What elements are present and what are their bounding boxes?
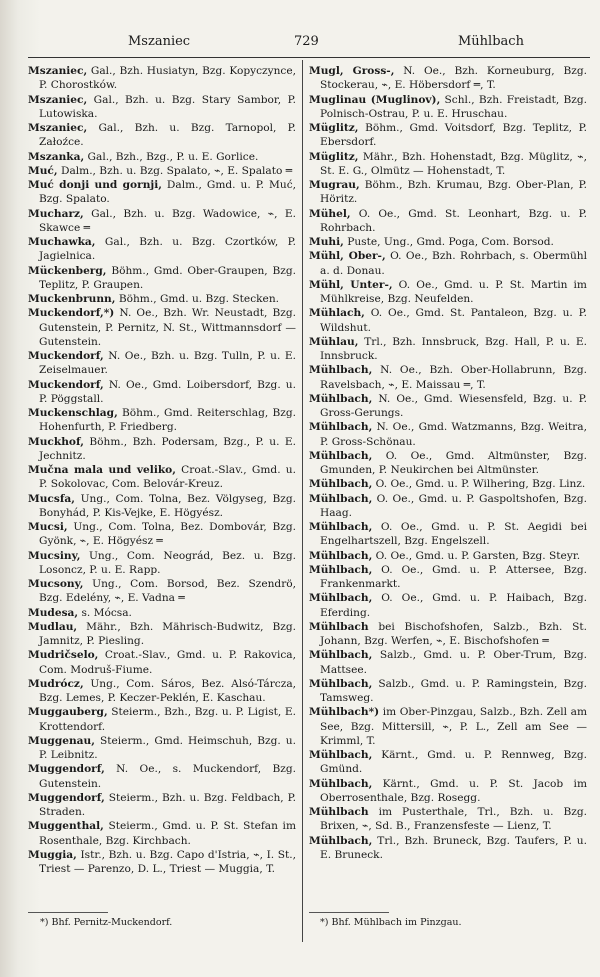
gazetteer-entry xyxy=(28,762,296,791)
entry-text: Ung., Com. Borsod, Bez. Szendrö, Bzg. Edelény, ⌁, E. Vadna ═ xyxy=(39,578,296,605)
entry-text: O. Oe., Gmd. u. P. Garsten, Bzg. Steyr. xyxy=(372,549,581,562)
gazetteer-entry xyxy=(309,93,587,122)
entry-text: O. Oe., Gmd. u. P. Gaspoltshofen, Bzg. Haag. xyxy=(320,492,587,519)
entry-headword: Muckenbrunn, xyxy=(28,293,116,305)
header-left-term: Mszaniec xyxy=(128,34,191,49)
footnote-left: *) Bhf. Pernitz-Muckendorf. xyxy=(40,917,173,928)
entry-headword: Mučna mala und veliko, xyxy=(28,464,176,476)
entry-headword: Müglitz, xyxy=(309,150,359,163)
gazetteer-entry xyxy=(309,392,587,421)
gazetteer-entry xyxy=(309,306,587,335)
gazetteer-entry xyxy=(28,705,296,734)
entry-text: O. Oe., Gmd. u. P. Haibach, Bzg. Eferding. xyxy=(320,592,587,619)
gazetteer-entry xyxy=(309,620,587,649)
gazetteer-entry xyxy=(28,264,296,293)
entry-headword: Mucharz, xyxy=(28,207,84,220)
entry-text: Dalm., Bzh. u. Bzg. Spalato, ⌁, E. Spalato ═ xyxy=(57,164,293,177)
entry-headword: Mszaniec, xyxy=(28,65,88,77)
entry-headword: Mühlbach, xyxy=(309,421,373,434)
entry-text: O. Oe., Bzh. Rohrbach, s. Obermühl a. d. Donau. xyxy=(320,250,588,277)
gazetteer-entry xyxy=(309,520,587,549)
gazetteer-entry xyxy=(28,64,296,93)
entry-text: Salzb., Gmd. u. P. Ober-Trum, Bzg. Mattsee. xyxy=(320,649,587,676)
footnote-rule-left xyxy=(28,912,108,913)
gazetteer-entry xyxy=(309,648,587,677)
entry-headword: Mudričselo, xyxy=(28,649,99,662)
entry-text: Trl., Bzh. Innsbruck, Bzg. Hall, P. u. E. Innsbruck. xyxy=(320,335,587,362)
gazetteer-entry xyxy=(28,848,296,877)
entry-text: Böhm., Gmd. Ober-Graupen, Bzg. Teplitz, P. Graupen. xyxy=(39,264,296,291)
footnote-right: *) Bhf. Mühlbach im Pinzgau. xyxy=(320,917,462,928)
entry-headword: Mudesa, xyxy=(28,606,79,619)
gazetteer-entry xyxy=(309,64,587,93)
gazetteer-entry xyxy=(28,463,296,492)
page-number: 729 xyxy=(294,34,319,49)
entry-headword: Mszaniec, xyxy=(28,122,88,134)
entry-text: Ung., Com. Neográd, Bez. u. Bzg. Losoncz, P. u. E. Rapp. xyxy=(39,549,296,576)
entry-headword: Mszaniec, xyxy=(28,93,88,106)
entry-headword: Muggia, xyxy=(28,848,77,861)
entry-text: Gal., Bzh. u. Bzg. Wadowice, ⌁, E. Skawce ═ xyxy=(39,207,296,234)
entry-text: N. Oe., s. Muckendorf, Bzg. Gutenstein. xyxy=(39,763,296,790)
gazetteer-entry xyxy=(28,819,296,848)
entry-headword: Mühlbach xyxy=(309,806,369,818)
gazetteer-entry xyxy=(309,492,587,521)
entry-headword: Müglitz, xyxy=(309,122,359,134)
entry-headword: Mühlbach, xyxy=(309,492,373,505)
entry-headword: Mudlau, xyxy=(28,620,78,633)
entry-headword: Mühlbach, xyxy=(309,749,373,761)
gazetteer-entry xyxy=(309,235,587,249)
entry-headword: Mühlbach, xyxy=(309,677,373,690)
entry-headword: Mühlbach, xyxy=(309,592,373,605)
entry-headword: Muckhof, xyxy=(28,435,84,448)
entry-text: O. Oe., Gmd. u. P. Wilhering, Bzg. Linz. xyxy=(372,478,586,491)
entry-headword: Muggendorf, xyxy=(28,791,105,804)
entry-text: N. Oe., Gmd. Wiesensfeld, Bzg. u. P. Gross-Gerungs. xyxy=(320,392,587,419)
entry-headword: Mühlbach, xyxy=(309,449,373,462)
entry-text: Böhm., Bzh. Podersam, Bzg., P. u. E. Jechnitz. xyxy=(39,435,296,462)
entry-headword: Muckenschlag, xyxy=(28,407,118,419)
entry-headword: Mucsiny, xyxy=(28,549,81,562)
entry-headword: Mühlach, xyxy=(309,307,365,320)
gazetteer-entry xyxy=(28,577,296,606)
running-header xyxy=(28,34,588,54)
entry-headword: Mühlbach, xyxy=(309,392,373,405)
entry-text: Gal., Bzh. Husiatyn, Bzg. Kopyczynce, P. Chorostków. xyxy=(39,65,296,92)
entry-text: O. Oe., Gmd. u. P. St. Aegidi bei Engelhartszell, Bzg. Engelszell. xyxy=(320,521,587,548)
footnote-rule-right xyxy=(309,912,389,913)
entry-headword: Mühlbach, xyxy=(309,777,373,790)
gazetteer-entry xyxy=(309,150,587,179)
gazetteer-entry xyxy=(28,791,296,820)
gazetteer-entry xyxy=(28,549,296,578)
entry-headword: Muggenthal, xyxy=(28,820,104,833)
entry-headword: Muggauberg, xyxy=(28,706,108,719)
entry-text: Gal., Bzh. u. Bzg. Stary Sambor, P. Lutowiska. xyxy=(39,93,296,120)
entry-text: Steierm., Bzh. u. Bzg. Feldbach, P. Straden. xyxy=(39,791,296,818)
entry-text: N. Oe., Bzh. Wr. Neustadt, Bzg. Gutenstein, P. Pernitz, N. St., Wittmannsdorf — Gutenstein. xyxy=(39,307,296,348)
entry-text: Mähr., Bzh. Mährisch-Budwitz, Bzg. Jamnitz, P. Piesling. xyxy=(39,620,296,647)
entry-text: Ung., Com. Tolna, Bez. Dombovár, Bzg. Gyönk, ⌁, E. Högyész ═ xyxy=(39,521,296,548)
gazetteer-entry xyxy=(28,306,296,349)
entry-text: Croat.-Slav., Gmd. u. P. Sokolovac, Com. Belovár-Kreuz. xyxy=(39,464,296,491)
entry-headword: Muckendorf, xyxy=(28,350,104,362)
entry-text: O. Oe., Gmd. u. P. St. Martin im Mühlkreise, Bzg. Neufelden. xyxy=(320,278,587,305)
entry-headword: Mühlbach, xyxy=(309,478,373,491)
entry-headword: Mugrau, xyxy=(309,179,360,191)
entry-headword: Muć donji und gornji, xyxy=(28,179,162,191)
left-column xyxy=(28,64,296,876)
gazetteer-entry xyxy=(309,278,587,307)
gazetteer-entry xyxy=(309,121,587,150)
entry-headword: Mucsony, xyxy=(28,578,84,590)
gazetteer-entry xyxy=(309,249,587,278)
gazetteer-entry xyxy=(309,335,587,364)
entry-headword: Mückenberg, xyxy=(28,264,107,277)
gazetteer-entry xyxy=(28,677,296,706)
gazetteer-entry xyxy=(28,648,296,677)
entry-headword: Muckendorf, xyxy=(28,378,104,391)
entry-text: N. Oe., Bzh. u. Bzg. Tulln, P. u. E. Zeiselmauer. xyxy=(39,350,296,377)
column-divider xyxy=(302,60,303,942)
entry-headword: Mühlbach, xyxy=(309,364,373,377)
entry-text: Trl., Bzh. Bruneck, Bzg. Taufers, P. u. E. Bruneck. xyxy=(320,834,587,861)
entry-headword: Muhi, xyxy=(309,236,344,248)
header-right-term: Mühlbach xyxy=(458,34,524,49)
entry-headword: Muć, xyxy=(28,164,58,177)
entry-text: O. Oe., Gmd. Altmünster, Bzg. Gmunden, P. Neukirchen bei Altmünster. xyxy=(320,449,587,476)
gazetteer-entry xyxy=(309,591,587,620)
entry-text: Gal., Bzh. u. Bzg. Tarnopol, P. Załoźce. xyxy=(39,122,296,149)
entry-text: Gal., Bzh. u. Bzg. Czortków, P. Jagielnica. xyxy=(39,236,296,263)
gazetteer-entry xyxy=(28,164,296,178)
gazetteer-entry xyxy=(309,420,587,449)
gazetteer-entry xyxy=(309,748,587,777)
gazetteer-entry xyxy=(28,207,296,236)
entry-text: Steierm., Gmd. Heimschuh, Bzg. u. P. Leibnitz. xyxy=(39,734,296,761)
entry-text: s. Mócsa. xyxy=(78,606,132,619)
entry-headword: Mühlbach, xyxy=(309,834,373,847)
entry-text: Böhm., Gmd. Voitsdorf, Bzg. Teplitz, P. Ebersdorf. xyxy=(320,122,587,149)
entry-text: Böhm., Bzh. Krumau, Bzg. Ober-Plan, P. Höritz. xyxy=(320,179,587,206)
entry-headword: Mszanka, xyxy=(28,150,85,163)
entry-headword: Muggenau, xyxy=(28,734,95,747)
entry-text: Ung., Com. Tolna, Bez. Völgyseg, Bzg. Bonyhád, P. Kis-Vejke, E. Högyész. xyxy=(39,492,296,519)
entry-text: Puste, Ung., Gmd. Poga, Com. Borsod. xyxy=(343,236,554,248)
gazetteer-entry xyxy=(309,705,587,748)
entry-headword: Mühlbach xyxy=(309,620,369,633)
entry-text: im Pusterthale, Trl., Bzh. u. Bzg. Brixen, ⌁, Sd. B., Franzensfeste — Lienz, T. xyxy=(320,806,587,833)
entry-text: Ung., Com. Sáros, Bez. Alsó-Tárcza, Bzg. Lemes, P. Keczer-Peklén, E. Kaschau. xyxy=(39,677,296,704)
entry-headword: Mühl, Ober-, xyxy=(309,250,386,263)
gazetteer-entry xyxy=(309,363,587,392)
gazetteer-entry xyxy=(309,207,587,236)
gazetteer-entry xyxy=(309,449,587,478)
gazetteer-entry xyxy=(309,549,587,563)
entry-headword: Muggendorf, xyxy=(28,763,105,776)
entry-headword: Muckendorf,*) xyxy=(28,307,115,320)
gazetteer-entry xyxy=(28,349,296,378)
gazetteer-entry xyxy=(28,520,296,549)
entry-headword: Mühlbach, xyxy=(309,549,373,562)
entry-text: Gal., Bzh., Bzg., P. u. E. Gorlice. xyxy=(84,150,259,163)
gazetteer-entry xyxy=(309,805,587,834)
gazetteer-entry xyxy=(309,834,587,863)
entry-headword: Muchawka, xyxy=(28,236,96,248)
entry-headword: Mucsi, xyxy=(28,521,68,533)
entry-text: Böhm., Gmd. Reiterschlag, Bzg. Hohenfurth, P. Friedberg. xyxy=(39,407,296,434)
gazetteer-entry xyxy=(28,150,296,164)
entry-text: Schl., Bzh. Freistadt, Bzg. Polnisch-Ostrau, P. u. E. Hruschau. xyxy=(320,93,587,120)
entry-headword: Mühlbach, xyxy=(309,521,373,533)
entry-headword: Mudrócz, xyxy=(28,677,84,690)
entry-text: im Ober-Pinzgau, Salzb., Bzh. Zell am See, Bzg. Mittersill, ⌁, P. L., Zell am See — Krimml, T. xyxy=(320,706,587,747)
gazetteer-entry xyxy=(28,620,296,649)
entry-text: Böhm., Gmd. u. Bzg. Stecken. xyxy=(115,293,280,305)
entry-text: O. Oe., Gmd. St. Leonhart, Bzg. u. P. Rohrbach. xyxy=(320,207,587,234)
header-rule xyxy=(28,57,590,58)
entry-headword: Mühlbach, xyxy=(309,649,373,662)
gazetteer-entry xyxy=(28,435,296,464)
gazetteer-entry xyxy=(28,235,296,264)
entry-headword: Mühlau, xyxy=(309,335,359,348)
entry-text: Kärnt., Gmd. u. P. St. Jacob im Oberrosenthale, Bzg. Rosegg. xyxy=(320,777,587,804)
gazetteer-entry xyxy=(28,121,296,150)
entry-text: O. Oe., Gmd. St. Pantaleon, Bzg. u. P. Wildshut. xyxy=(320,307,587,334)
entry-text: Mähr., Bzh. Hohenstadt, Bzg. Müglitz, ⌁, St. E. G., Olmütz — Hohenstadt, T. xyxy=(320,150,587,177)
gazetteer-entry xyxy=(309,777,587,806)
entry-headword: Mühlbach*) xyxy=(309,706,380,719)
gazetteer-entry xyxy=(309,677,587,706)
entry-text: Istr., Bzh. u. Bzg. Capo d'Istria, ⌁, I. St., Triest — Parenzo, D. L., Triest — Muggia, T. xyxy=(39,848,296,875)
gazetteer-entry xyxy=(309,477,587,491)
gazetteer-entry xyxy=(309,178,587,207)
entry-text: bei Bischofshofen, Salzb., Bzh. St. Johann, Bzg. Werfen, ⌁, E. Bischofshofen ═ xyxy=(320,620,587,647)
gazetteer-entry xyxy=(28,178,296,207)
entry-text: Steierm., Gmd. u. P. St. Stefan im Rosenthale, Bzg. Kirchbach. xyxy=(39,820,296,847)
gazetteer-entry xyxy=(28,93,296,122)
entry-headword: Mucsfa, xyxy=(28,492,75,505)
gazetteer-entry xyxy=(28,406,296,435)
entry-headword: Mühel, xyxy=(309,207,351,220)
entry-headword: Mugl, Gross-, xyxy=(309,65,395,77)
entry-text: Dalm., Gmd. u. P. Muć, Bzg. Spalato. xyxy=(39,179,296,206)
gazetteer-entry xyxy=(28,292,296,306)
entry-text: Steierm., Bzh., Bzg. u. P. Ligist, E. Krottendorf. xyxy=(39,706,296,733)
gazetteer-entry xyxy=(309,563,587,592)
entry-text: Kärnt., Gmd. u. P. Rennweg, Bzg. Gmünd. xyxy=(320,749,587,776)
entry-text: Salzb., Gmd. u. P. Ramingstein, Bzg. Tamsweg. xyxy=(320,677,587,704)
entry-headword: Mühl, Unter-, xyxy=(309,278,393,291)
gazetteer-entry xyxy=(28,492,296,521)
entry-text: N. Oe., Bzh. Korneuburg, Bzg. Stockerau, ⌁, E. Höbersdorf ═, T. xyxy=(320,65,587,92)
entry-text: N. Oe., Bzh. Ober-Hollabrunn, Bzg. Ravelsbach, ⌁, E. Maissau ═, T. xyxy=(320,364,587,391)
gazetteer-entry xyxy=(28,606,296,620)
entry-headword: Muglinau (Muglinov), xyxy=(309,93,441,106)
gazetteer-entry xyxy=(28,734,296,763)
entry-text: O. Oe., Gmd. u. P. Attersee, Bzg. Frankenmarkt. xyxy=(320,563,587,590)
entry-text: N. Oe., Gmd. Watzmanns, Bzg. Weitra, P. Gross-Schönau. xyxy=(320,421,587,448)
entry-text: N. Oe., Gmd. Loibersdorf, Bzg. u. P. Pöggstall. xyxy=(39,378,296,405)
entry-text: Croat.-Slav., Gmd. u. P. Rakovica, Com. Modruš-Fiume. xyxy=(39,649,296,676)
right-column xyxy=(309,64,587,862)
gazetteer-entry xyxy=(28,378,296,407)
entry-headword: Mühlbach, xyxy=(309,563,373,576)
